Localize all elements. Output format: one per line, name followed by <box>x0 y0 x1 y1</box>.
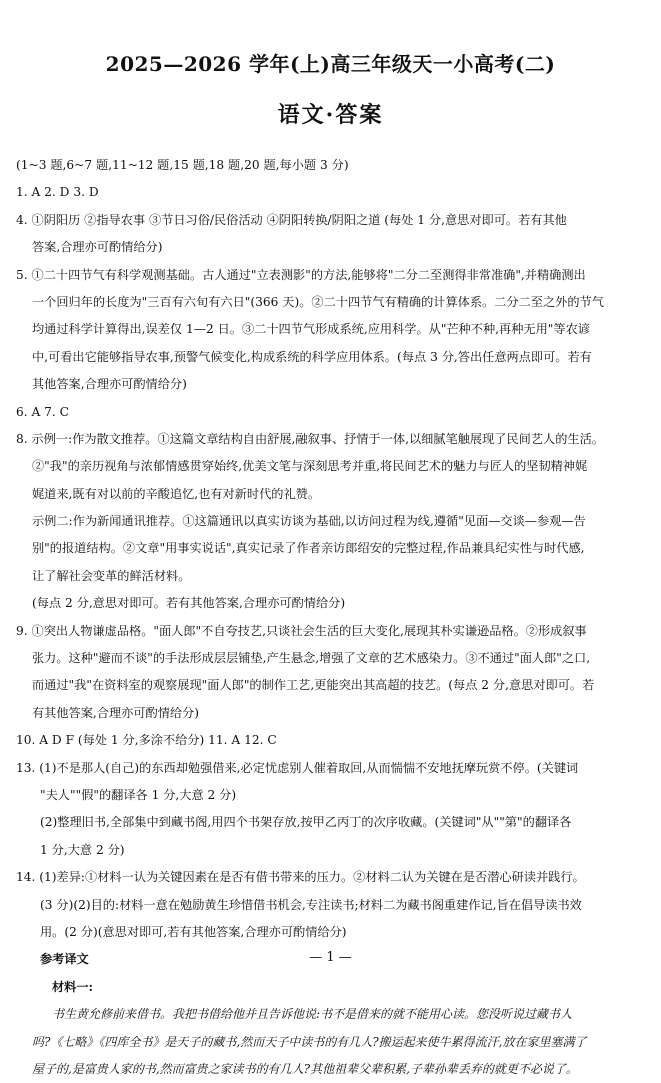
answer-q4-line1: 4. ①阴阳历 ②指导农事 ③节日习俗/民俗活动 ④阴阳转换/阴阳之道 (每处 1 分,意思对即可。若有其他 <box>16 212 567 227</box>
answer-q8-line2: ②"我"的亲历视角与浓郁情感贯穿始终,优美文笔与深刻思考并重,将民间艺术的魅力与匠人的坚韧精神娓 <box>32 459 588 474</box>
score-note: (1~3 题,6~7 题,11~12 题,15 题,18 题,20 题,每小题 3 分) <box>16 158 349 172</box>
answer-q13-line3: (2)整理旧书,全部集中到藏书阁,用四个书架存放,按甲乙丙丁的次序收藏。(关键词"从""第"的翻译各 <box>40 815 572 830</box>
answer-q13-line1: 13. (1)不是那人(自己)的东西却勉强借来,必定忧虑别人催着取回,从而惴惴不安地抚摩玩赏不停。(关键词 <box>16 760 579 775</box>
translation-line3: 屋子的,是富贵人家的书,然而富贵之家读书的有几人?其他祖辈父辈积累,子辈孙辈丢弃的就更不必说了。 <box>32 1061 578 1076</box>
reference-translation-heading: 参考译文 <box>40 952 89 967</box>
answer-q13-line2: "夫人""假"的翻译各 1 分,大意 2 分) <box>40 787 237 802</box>
answer-q5-line3: 均通过科学计算得出,误差仅 1—2 日。③二十四节气形成系统,应用科学。从"芒种不种,再种无用"等农谚 <box>32 322 590 337</box>
answer-q14-line2: (3 分)(2)目的:材料一意在勉励黄生珍惜借书机会,专注读书;材料二为藏书阁重建作记,旨在倡导读书效 <box>40 897 582 912</box>
answer-content <box>16 152 648 1083</box>
answer-q8-line6: 让了解社会变革的鲜活材料。 <box>32 568 191 583</box>
answer-q8-line1: 8. 示例一:作为散文推荐。①这篇文章结构自由舒展,融叙事、抒情于一体,以细腻笔触展现了民间艺人的生活。 <box>16 431 604 446</box>
answer-q10-12: 10. A D F (每处 1 分,多涂不给分) 11. A 12. C <box>16 733 277 748</box>
page-number: — 1 — <box>309 950 352 965</box>
translation-line2: 吗?《七略》《四库全书》是天子的藏书,然而天子中读书的有几人?搬运起来使牛累得流汗,放在家里塞满了 <box>32 1034 587 1049</box>
answer-q5-line1: 5. ①二十四节气有科学观测基础。古人通过"立表测影"的方法,能够将"二分二至测得非常准确",并精确测出 <box>16 267 586 282</box>
answer-q14-line1: 14. (1)差异:①材料一认为关键因素在是否有借书带来的压力。②材料二认为关键在是否潜心研读并践行。 <box>16 870 585 885</box>
answer-q8-line3: 娓道来,既有对以前的辛酸追忆,也有对新时代的礼赞。 <box>32 486 321 501</box>
page-title: 2025—2026 学年(上)高三年级天一小高考(二) <box>105 52 556 76</box>
material-one-heading: 材料一: <box>52 979 94 994</box>
answer-q9-line2: 张力。这种"避而不谈"的手法形成层层铺垫,产生悬念,增强了文章的艺术感染力。③不通过"面人郎"之口, <box>32 651 591 666</box>
translation-line1: 书生黄允修前来借书。我把书借给他并且告诉他说:书不是借来的就不能用心读。您没听说过藏书人 <box>52 1007 573 1022</box>
answer-q5-line2: 一个回归年的长度为"三百有六旬有六日"(366 天)。②二十四节气有精确的计算体系。二分二至之外的节气 <box>32 294 604 309</box>
answer-q14-line3: 用。(2 分)(意思对即可,若有其他答案,合理亦可酌情给分) <box>40 924 347 939</box>
answer-q9-line3: 而通过"我"在资料室的观察展现"面人郎"的制作工艺,更能突出其高超的技艺。(每点 2 分,意思对即可。若 <box>32 678 595 693</box>
answer-q5-line4: 中,可看出它能够指导农事,预警气候变化,构成系统的科学应用体系。(每点 3 分,答出任意两点即可。若有 <box>32 349 592 364</box>
page-subtitle: 语文·答案 <box>277 102 384 128</box>
answer-q1-3: 1. A 2. D 3. D <box>16 185 99 200</box>
answer-q8-line5: 别"的报道结构。②文章"用事实说话",真实记录了作者亲访郎绍安的完整过程,作品兼具纪实性与时代感, <box>32 541 585 556</box>
answer-q9-line4: 有其他答案,合理亦可酌情给分) <box>32 705 200 720</box>
answer-q8-line4: 示例二:作为新闻通讯推荐。①这篇通讯以真实访谈为基础,以访问过程为线,遵循"见面—交谈—参观—告 <box>32 514 586 529</box>
answer-q13-line4: 1 分,大意 2 分) <box>40 842 125 857</box>
answer-q6-7: 6. A 7. C <box>16 404 70 419</box>
answer-q9-line1: 9. ①突出人物谦虚品格。"面人郎"不自夸技艺,只谈社会生活的巨大变化,展现其朴实谦逊品格。②形成叙事 <box>16 623 587 638</box>
answer-q8-line7: (每点 2 分,意思对即可。若有其他答案,合理亦可酌情给分) <box>32 596 346 611</box>
answer-q4-line2: 答案,合理亦可酌情给分) <box>32 240 163 255</box>
answer-q5-line5: 其他答案,合理亦可酌情给分) <box>32 377 187 392</box>
